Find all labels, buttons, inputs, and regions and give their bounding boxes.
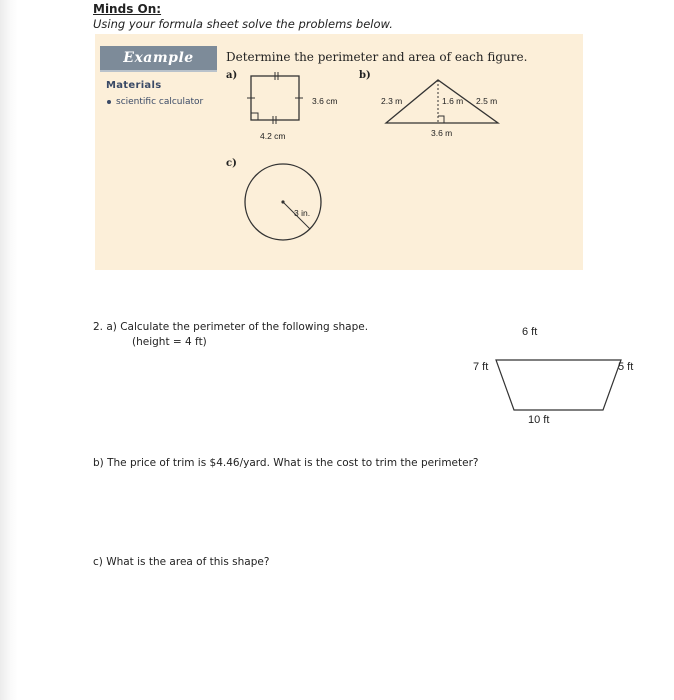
figure-a-side-label: 3.6 cm xyxy=(312,96,338,106)
trapezoid-top-label: 6 ft xyxy=(522,326,538,338)
materials-item-label: scientific calculator xyxy=(116,97,204,107)
trapezoid-bottom-label: 10 ft xyxy=(528,414,550,426)
trapezoid-figure xyxy=(490,350,630,420)
page-edge-shadow xyxy=(0,0,18,700)
bullet-icon xyxy=(107,100,111,104)
figure-c-label: c) xyxy=(226,158,237,169)
figure-b-left-label: 2.3 m xyxy=(381,96,403,106)
example-badge: Example xyxy=(100,46,217,70)
materials-heading: Materials xyxy=(106,80,162,91)
figure-b-right-label: 2.5 m xyxy=(476,96,498,106)
figure-a-label: a) xyxy=(226,70,238,81)
example-badge-rule xyxy=(100,70,217,72)
question-2a-text: 2. a) Calculate the perimeter of the following shape. xyxy=(93,321,369,333)
trapezoid-left-label: 7 ft xyxy=(473,361,489,373)
instructions-text: Using your formula sheet solve the problems below. xyxy=(93,17,393,31)
question-2c-text: c) What is the area of this shape? xyxy=(93,556,270,568)
materials-item xyxy=(107,97,203,107)
trapezoid-right-label: 5 ft xyxy=(618,361,634,373)
figure-a-square xyxy=(236,68,316,140)
question-2a-height-note: (height = 4 ft) xyxy=(132,336,207,348)
question-2b-text: b) The price of trim is $4.46/yard. What is the cost to trim the perimeter? xyxy=(93,457,479,469)
figure-c-radius-label: 3 in. xyxy=(294,208,311,218)
figure-c-circle xyxy=(240,160,326,246)
right-angle-mark xyxy=(438,116,444,123)
right-angle-mark xyxy=(251,113,258,120)
minds-on-title: Minds On: xyxy=(93,2,162,16)
figure-b-base-label: 3.6 m xyxy=(431,128,453,138)
trapezoid-outline xyxy=(496,360,621,410)
example-prompt: Determine the perimeter and area of each figure. xyxy=(226,50,528,64)
figure-b-label: b) xyxy=(359,70,371,81)
figure-b-height-label: 1.6 m xyxy=(442,96,464,106)
figure-a-bottom-label: 4.2 cm xyxy=(260,131,286,141)
